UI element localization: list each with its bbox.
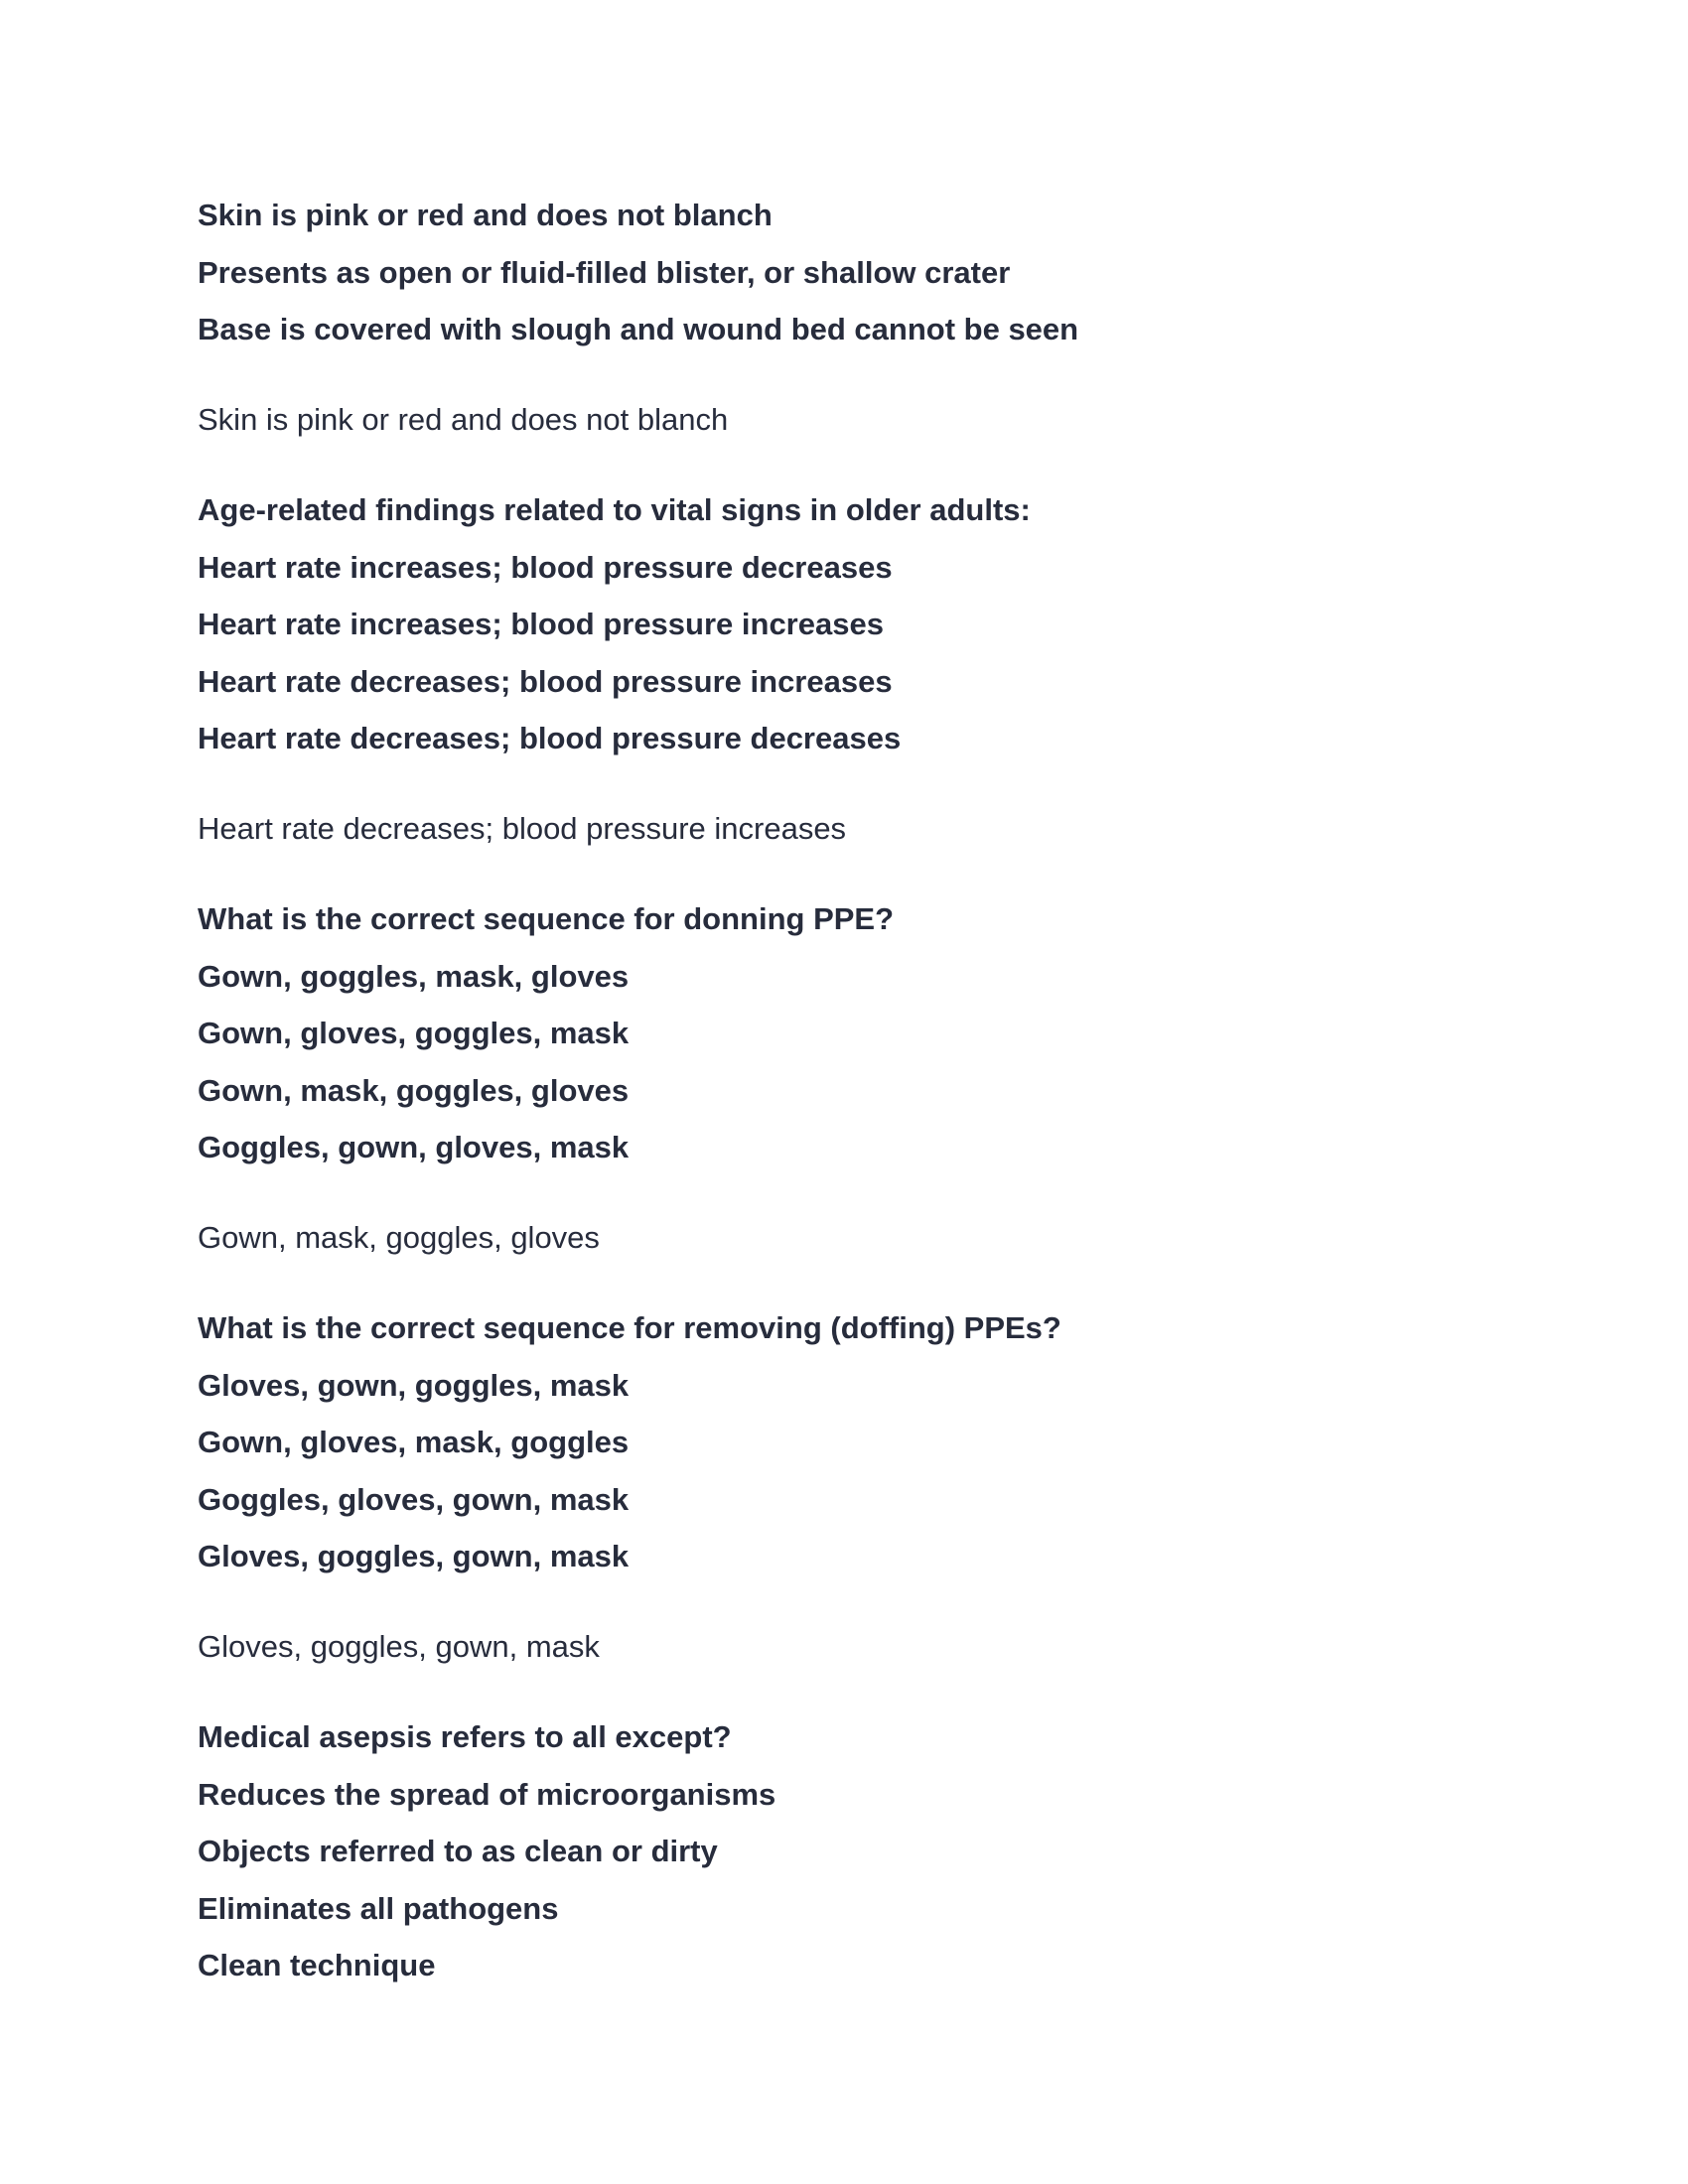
option-text: Base is covered with slough and wound bed cannot be seen [198,312,1079,346]
option-text: Eliminates all pathogens [198,1890,559,1926]
option-text: Gown, gloves, goggles, mask [198,1016,630,1050]
option-text: Gloves, gown, goggles, mask [198,1367,630,1403]
question-block-1 [198,481,1508,858]
option-text: Goggles, gown, gloves, mask [198,1130,630,1164]
option-text: Gown, goggles, mask, gloves [198,958,630,994]
question-block-0 [198,187,1508,449]
option-text: Gown, mask, goggles, gloves [198,1072,630,1108]
option-text: Skin is pink or red and does not blanch [198,198,773,232]
answer-text: Heart rate decreases; blood pressure increases [198,811,847,846]
question-block-3 [198,1299,1508,1676]
option-text: Heart rate decreases; blood pressure increases [198,663,893,699]
option-text: Presents as open or fluid-filled blister, or shallow crater [198,254,1011,290]
option-text: Clean technique [198,1948,436,1982]
option-text: Objects referred to as clean or dirty [198,1834,718,1868]
answer-text: Gloves, goggles, gown, mask [198,1629,600,1664]
question-block-2 [198,890,1508,1267]
question-text: What is the correct sequence for removing (doffing) PPEs? [198,1310,1061,1345]
question-text: What is the correct sequence for donning PPE? [198,901,895,936]
question-text: Age-related findings related to vital signs in older adults: [198,492,1031,527]
answer-text: Skin is pink or red and does not blanch [198,402,729,437]
option-text: Heart rate increases; blood pressure increases [198,607,884,641]
option-text: Gown, gloves, mask, goggles [198,1425,630,1459]
question-block-4 [198,1708,1508,1994]
option-text: Heart rate decreases; blood pressure decreases [198,721,902,755]
option-text: Goggles, gloves, gown, mask [198,1481,630,1517]
question-text: Medical asepsis refers to all except? [198,1719,732,1754]
option-text: Gloves, goggles, gown, mask [198,1539,630,1573]
document-page [198,187,1508,1994]
option-text: Reduces the spread of microorganisms [198,1776,776,1812]
option-text: Heart rate increases; blood pressure decreases [198,549,893,585]
answer-text: Gown, mask, goggles, gloves [198,1220,600,1255]
